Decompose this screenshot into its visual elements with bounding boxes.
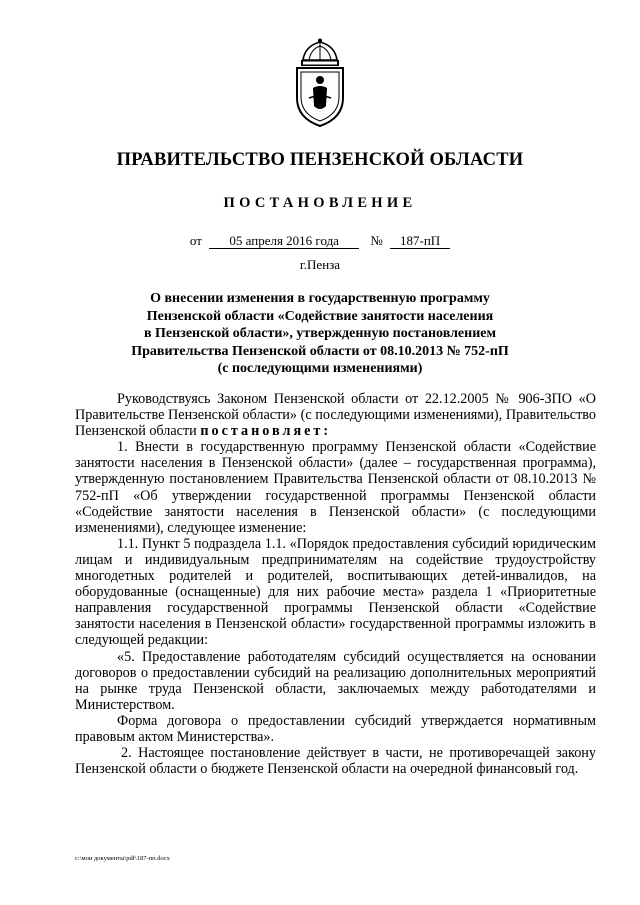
city: г.Пенза <box>299 257 341 272</box>
date-number-line <box>0 233 640 249</box>
number-label: № <box>370 233 383 248</box>
file-path-footer: c:\мои документы\pdf\187-пп.docx <box>75 855 170 862</box>
resolves-keyword: постановляет: <box>200 423 332 440</box>
heading-line: в Пензенской области», утвержденную постановлением <box>143 326 497 341</box>
heading-line: Пензенской области «Содействие занятости населения <box>146 308 494 324</box>
preamble-paragraph <box>75 391 596 439</box>
clause-1-1: 1.1. Пункт 5 подраздела 1.1. «Порядок предоставления субсидий юридическим лицам и индивидуальным предпринимателям на содействие трудоустройству многодетных родителей и родителей, воспитывающих детей-инвалидов, на оборудованные (оснащенные) для них рабочие места» раздела 1 «Приоритетные направления государственной программы Пензенской области «Содействие занятости населения в Пензенской области» государственной программы изложить в следующей редакции: <box>75 535 596 649</box>
government-title: ПРАВИТЕЛЬСТВО ПЕНЗЕНСКОЙ ОБЛАСТИ <box>116 150 524 170</box>
resolution-heading <box>0 290 640 378</box>
clause-5-text: «5. Предоставление работодателям субсидий осуществляется на основании договоров о предоставлении субсидий на реализацию дополнительных мероприятий на рынке труда Пензенской области, заключаемых между работодателями и Министерством. <box>75 648 596 713</box>
document-body <box>75 391 596 777</box>
clause-2: 2. Настоящее постановление действует в части, не противоречащей закону Пензенской области о бюджете Пензенской области на очередной финансовый год. <box>75 745 596 778</box>
document-date: 05 апреля 2016 года <box>209 234 359 249</box>
date-prefix: от <box>189 233 202 248</box>
document-type: ПОСТАНОВЛЕНИЕ <box>223 195 417 211</box>
heading-line: Правительства Пензенской области от 08.10.2013 № 752-пП <box>131 343 509 359</box>
preamble-text: Руководствуясь Законом Пензенской области от 22.12.2005 № 906-ЗПО «О Правительстве Пензенской области» (с последующими изменениями), Правительство Пензенской области <box>75 391 596 440</box>
penza-region-coat-of-arms-icon <box>291 38 349 128</box>
contract-form-paragraph: Форма договора о предоставлении субсидий утверждается нормативным правовым актом Министерства». <box>75 712 596 745</box>
clause-1: 1. Внести в государственную программу Пензенской области «Содействие занятости населения в Пензенской области» (далее – государственная программа), утвержденную постановлением Правительства Пензенской области от 08.10.2013 № 752-пП «Об утверждении государственной программы Пензенской области «Содействие занятости населения в Пензенской области» (с последующими изменениями), следующее изменение: <box>75 439 596 536</box>
heading-line: (с последующими изменениями) <box>217 361 423 376</box>
heading-line: О внесении изменения в государственную программу <box>150 291 490 306</box>
document-number: 187-пП <box>390 234 450 249</box>
